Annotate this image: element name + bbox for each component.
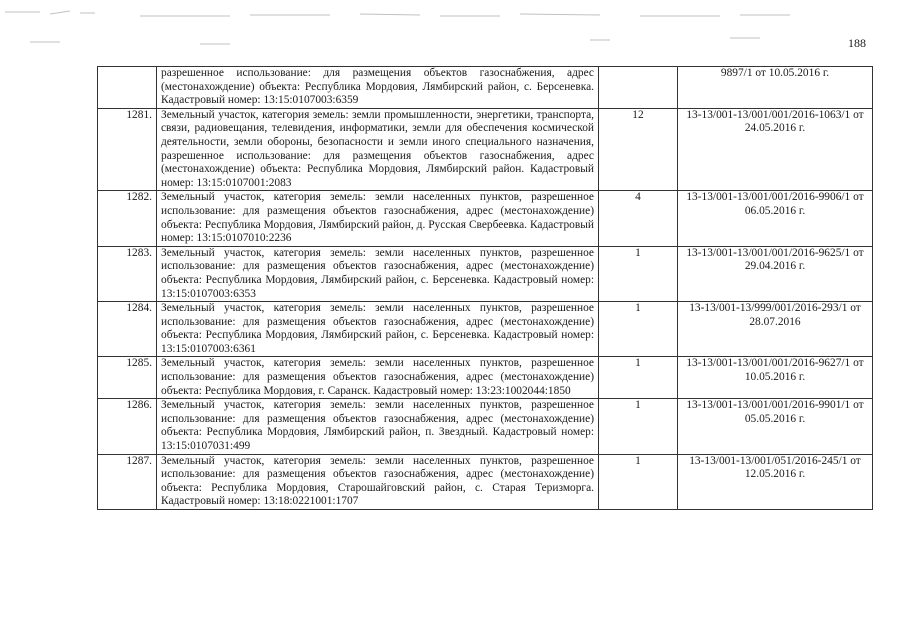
row-registration: 13-13/001-13/001/051/2016-245/1 от 12.05.2016 г. — [678, 454, 873, 509]
row-quantity: 1 — [599, 246, 678, 301]
page-number: 188 — [848, 36, 866, 50]
row-description: Земельный участок, категория земель: земли населенных пунктов, разрешенное использование: для размещения объектов газоснабжения, адрес (местонахождение) объекта: Республика Мордовия, Старошайговский район, с. Старая Теризморга. Кадастровый номер: 13:18:0221001:1707 — [157, 454, 599, 509]
row-quantity: 1 — [599, 302, 678, 357]
scan-noise-marks — [0, 4, 905, 64]
row-description: Земельный участок, категория земель: земли населенных пунктов, разрешенное использование: для размещения объектов газоснабжения, адрес (местонахождение) объекта: Республика Мордовия, Лямбирский район, с. Берсеневка. Кадастровый номер: 13:15:0107003:6361 — [157, 302, 599, 357]
row-description: Земельный участок, категория земель: земли промышленности, энергетики, транспорта, связи, радиовещания, телевидения, информатики, земли для обеспечения космической деятельности, земли обороны, безопасности и земли иного специального назначения, разрешенное использование: для размещения объектов газоснабжения, адрес (местонахождение) объекта: Республика Мордовия, Лямбирский район. Кадастровый номер: 13:15:0107001:2083 — [157, 108, 599, 191]
row-number: 1284. — [98, 302, 157, 357]
table-row — [98, 454, 873, 509]
registry-table — [97, 66, 873, 510]
table-row — [98, 399, 873, 454]
row-description: Земельный участок, категория земель: земли населенных пунктов, разрешенное использование: для размещения объектов газоснабжения, адрес (местонахождение) объекта: Республика Мордовия, Лямбирский район, д. Русская Свербеевка. Кадастровый номер: 13:15:0107010:2236 — [157, 191, 599, 246]
row-description: Земельный участок, категория земель: земли населенных пунктов, разрешенное использование: для размещения объектов газоснабжения, адрес (местонахождение) объекта: Республика Мордовия, Лямбирский район, п. Звездный. Кадастровый номер: 13:15:0107031:499 — [157, 399, 599, 454]
row-registration: 13-13/001-13/001/001/2016-9906/1 от 06.05.2016 г. — [678, 191, 873, 246]
row-quantity: 1 — [599, 454, 678, 509]
row-quantity — [599, 67, 678, 109]
table-row — [98, 108, 873, 191]
row-number: 1287. — [98, 454, 157, 509]
table-row — [98, 302, 873, 357]
row-registration: 13-13/001-13/001/001/2016-9627/1 от 10.05.2016 г. — [678, 357, 873, 399]
row-registration: 13-13/001-13/999/001/2016-293/1 от 28.07.2016 — [678, 302, 873, 357]
row-number: 1281. — [98, 108, 157, 191]
row-registration: 13-13/001-13/001/001/2016-9901/1 от 05.05.2016 г. — [678, 399, 873, 454]
table-row — [98, 191, 873, 246]
row-description: Земельный участок, категория земель: земли населенных пунктов, разрешенное использование: для размещения объектов газоснабжения, адрес (местонахождение) объекта: Республика Мордовия, Лямбирский район, с. Берсеневка. Кадастровый номер: 13:15:0107003:6353 — [157, 246, 599, 301]
row-number: 1286. — [98, 399, 157, 454]
row-registration: 13-13/001-13/001/001/2016-1063/1 от 24.05.2016 г. — [678, 108, 873, 191]
table-row — [98, 246, 873, 301]
row-number: 1282. — [98, 191, 157, 246]
table-row — [98, 67, 873, 109]
table-row — [98, 357, 873, 399]
row-quantity: 1 — [599, 399, 678, 454]
row-quantity: 1 — [599, 357, 678, 399]
row-number: 1283. — [98, 246, 157, 301]
row-description: разрешенное использование: для размещения объектов газоснабжения, адрес (местонахождение) объекта: Республика Мордовия, Лямбирский район, с. Берсеневка. Кадастровый номер: 13:15:0107003:6359 — [157, 67, 599, 109]
row-number — [98, 67, 157, 109]
row-quantity: 12 — [599, 108, 678, 191]
row-registration: 13-13/001-13/001/001/2016-9625/1 от 29.04.2016 г. — [678, 246, 873, 301]
row-quantity: 4 — [599, 191, 678, 246]
row-description: Земельный участок, категория земель: земли населенных пунктов, разрешенное использование: для размещения объектов газоснабжения, адрес (местонахождение) объекта: Республика Мордовия, г. Саранск. Кадастровый номер: 13:23:1002044:1850 — [157, 357, 599, 399]
row-number: 1285. — [98, 357, 157, 399]
row-registration: 9897/1 от 10.05.2016 г. — [678, 67, 873, 109]
